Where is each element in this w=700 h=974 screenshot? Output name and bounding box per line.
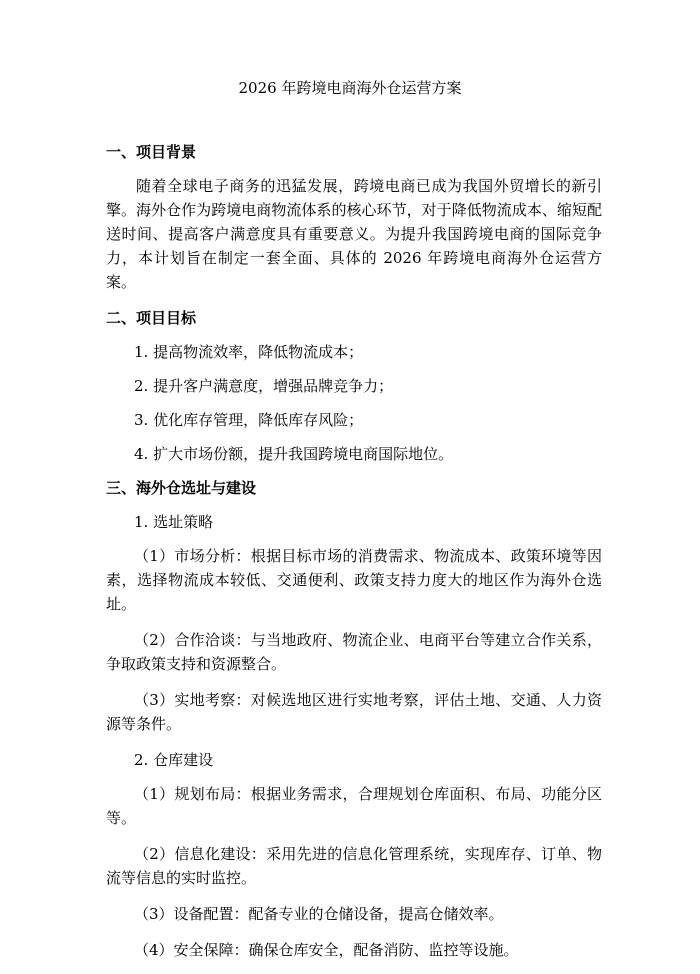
site-strategy-point-2: （2）合作洽谈：与当地政府、物流企业、电商平台等建立合作关系，争取政策支持和资源整合。 (106, 631, 602, 673)
section-heading-site-selection: 三、海外仓选址与建设 (106, 479, 257, 497)
construction-point-4: （4）安全保障：确保仓库安全，配备消防、监控等设施。 (134, 941, 519, 959)
site-strategy-point-1: （1）市场分析：根据目标市场的消费需求、物流成本、政策环境等因素，选择物流成本较低、交通便利、政策支持力度大的地区作为海外仓选址。 (106, 547, 602, 613)
goal-item-2: 2. 提升客户满意度，增强品牌竞争力； (134, 377, 394, 395)
subsection-title-site-strategy: 1. 选址策略 (134, 513, 214, 531)
document-body (106, 140, 602, 974)
construction-point-3: （3）设备配置：配备专业的仓储设备，提高仓储效率。 (134, 905, 504, 923)
document-title: 2026 年跨境电商海外仓运营方案 (238, 79, 462, 97)
goal-item-4: 4. 扩大市场份额，提升我国跨境电商国际地位。 (134, 445, 454, 463)
section-heading-goals: 二、项目目标 (106, 309, 197, 327)
site-strategy-point-3: （3）实地考察：对候选地区进行实地考察，评估土地、交通、人力资源等条件。 (106, 691, 602, 733)
goal-item-1: 1. 提高物流效率，降低物流成本； (134, 343, 364, 361)
subsection-title-warehouse-construction: 2. 仓库建设 (134, 751, 214, 769)
section-heading-background: 一、项目背景 (106, 143, 197, 161)
construction-point-2: （2）信息化建设：采用先进的信息化管理系统，实现库存、订单、物流等信息的实时监控。 (106, 845, 602, 887)
background-paragraph: 随着全球电子商务的迅猛发展，跨境电商已成为我国外贸增长的新引擎。海外仓作为跨境电商物流体系的核心环节，对于降低物流成本、缩短配送时间、提高客户满意度具有重要意义。为提升我国跨境电商的国际竞争力，本计划旨在制定一套全面、具体的 2026 年跨境电商海外仓运营方案。 (106, 177, 602, 291)
construction-point-1: （1）规划布局：根据业务需求，合理规划仓库面积、布局、功能分区等。 (106, 785, 602, 827)
goal-item-3: 3. 优化库存管理，降低库存风险； (134, 411, 364, 429)
